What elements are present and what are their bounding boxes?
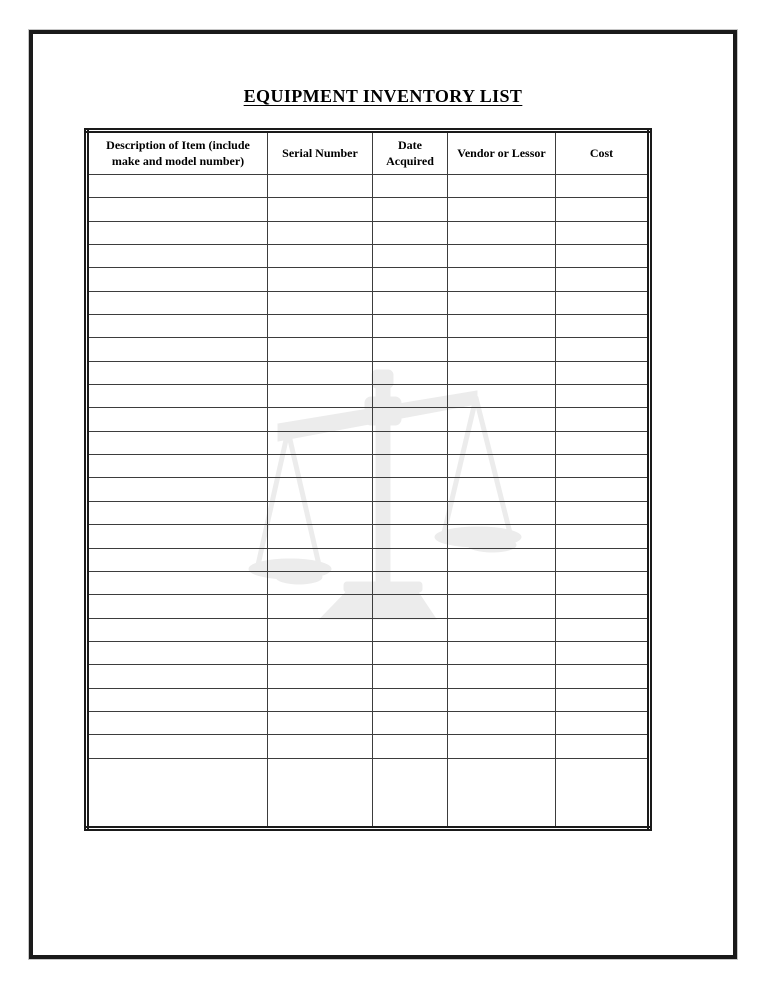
- table-cell: [448, 361, 556, 384]
- table-cell: [448, 595, 556, 618]
- column-header-cost: Cost: [556, 131, 650, 175]
- table-row: [87, 408, 650, 431]
- table-cell: [448, 221, 556, 244]
- table-cell: [556, 431, 650, 454]
- table-cell: [87, 501, 268, 524]
- table-cell: [448, 641, 556, 664]
- column-header-vendor-or-lessor: Vendor or Lessor: [448, 131, 556, 175]
- table-cell: [448, 431, 556, 454]
- table-cell: [556, 688, 650, 711]
- table-cell: [556, 525, 650, 548]
- table-cell: [268, 711, 373, 734]
- table-cell: [448, 618, 556, 641]
- table-cell: [373, 385, 448, 408]
- table-cell: [448, 268, 556, 291]
- table-cell: [556, 571, 650, 594]
- table-cell: [268, 455, 373, 478]
- table-cell: [373, 665, 448, 688]
- table-cell: [448, 665, 556, 688]
- table-cell: [268, 688, 373, 711]
- table-cell: [373, 595, 448, 618]
- table-cell: [87, 268, 268, 291]
- table-cell: [556, 245, 650, 268]
- table-cell: [556, 735, 650, 758]
- table-cell: [373, 221, 448, 244]
- table-cell: [373, 361, 448, 384]
- table-row: [87, 478, 650, 501]
- table-cell: [268, 198, 373, 221]
- table-cell: [556, 665, 650, 688]
- table-cell: [268, 548, 373, 571]
- table-cell: [373, 338, 448, 361]
- table-cell: [373, 525, 448, 548]
- table-cell: [87, 338, 268, 361]
- table-cell: [268, 245, 373, 268]
- table-cell: [87, 595, 268, 618]
- table-cell: [448, 455, 556, 478]
- table-cell: [556, 338, 650, 361]
- table-row: [87, 641, 650, 664]
- table-cell: [87, 665, 268, 688]
- table-cell: [87, 478, 268, 501]
- table-cell: [556, 291, 650, 314]
- table-cell: [268, 385, 373, 408]
- table-cell: [87, 175, 268, 198]
- table-row: [87, 315, 650, 338]
- table-cell: [373, 548, 448, 571]
- table-cell: [373, 478, 448, 501]
- table-cell: [448, 758, 556, 828]
- column-header-description: Description of Item (include make and model number): [87, 131, 268, 175]
- table-row: [87, 618, 650, 641]
- table-cell: [87, 291, 268, 314]
- table-cell: [268, 525, 373, 548]
- table-cell: [448, 245, 556, 268]
- table-cell: [268, 291, 373, 314]
- table-cell: [556, 711, 650, 734]
- table-cell: [448, 688, 556, 711]
- table-cell: [373, 688, 448, 711]
- table-cell: [87, 618, 268, 641]
- inventory-table: [84, 128, 652, 831]
- table-cell: [448, 315, 556, 338]
- table-cell: [556, 595, 650, 618]
- table-row: [87, 268, 650, 291]
- table-cell: [87, 758, 268, 828]
- table-row: [87, 245, 650, 268]
- inventory-table-body: [87, 175, 650, 829]
- table-cell: [556, 455, 650, 478]
- table-cell: [448, 291, 556, 314]
- table-cell: [448, 711, 556, 734]
- table-cell: [268, 501, 373, 524]
- table-cell: [87, 245, 268, 268]
- table-cell: [556, 758, 650, 828]
- table-cell: [87, 221, 268, 244]
- table-cell: [268, 221, 373, 244]
- table-row: [87, 595, 650, 618]
- table-cell: [87, 431, 268, 454]
- table-cell: [448, 478, 556, 501]
- table-cell: [448, 525, 556, 548]
- table-row: [87, 665, 650, 688]
- table-cell: [556, 315, 650, 338]
- table-cell: [268, 618, 373, 641]
- table-cell: [87, 385, 268, 408]
- table-row: [87, 735, 650, 758]
- table-row: [87, 758, 650, 828]
- table-cell: [556, 221, 650, 244]
- table-cell: [87, 455, 268, 478]
- table-cell: [556, 618, 650, 641]
- table-cell: [268, 315, 373, 338]
- table-cell: [373, 711, 448, 734]
- table-cell: [373, 501, 448, 524]
- table-cell: [556, 641, 650, 664]
- table-cell: [87, 548, 268, 571]
- column-header-serial-number: Serial Number: [268, 131, 373, 175]
- table-row: [87, 711, 650, 734]
- table-row: [87, 221, 650, 244]
- table-row: [87, 548, 650, 571]
- table-cell: [373, 408, 448, 431]
- table-cell: [268, 175, 373, 198]
- table-cell: [373, 735, 448, 758]
- table-cell: [268, 338, 373, 361]
- table-cell: [87, 525, 268, 548]
- table-cell: [268, 571, 373, 594]
- table-cell: [268, 735, 373, 758]
- table-row: [87, 431, 650, 454]
- table-cell: [373, 431, 448, 454]
- table-cell: [268, 268, 373, 291]
- table-cell: [87, 641, 268, 664]
- column-header-date-acquired: Date Acquired: [373, 131, 448, 175]
- table-cell: [448, 735, 556, 758]
- table-cell: [87, 735, 268, 758]
- table-cell: [373, 245, 448, 268]
- table-cell: [373, 618, 448, 641]
- table-cell: [556, 175, 650, 198]
- table-row: [87, 385, 650, 408]
- table-cell: [373, 268, 448, 291]
- table-cell: [448, 385, 556, 408]
- table-row: [87, 501, 650, 524]
- table-cell: [448, 501, 556, 524]
- table-cell: [87, 361, 268, 384]
- table-cell: [268, 758, 373, 828]
- page-border-frame: [29, 30, 737, 959]
- table-cell: [87, 711, 268, 734]
- table-cell: [556, 198, 650, 221]
- table-cell: [268, 478, 373, 501]
- table-row: [87, 291, 650, 314]
- table-cell: [87, 688, 268, 711]
- table-cell: [373, 315, 448, 338]
- table-cell: [268, 408, 373, 431]
- table-cell: [556, 385, 650, 408]
- table-cell: [87, 408, 268, 431]
- table-header-row: [87, 131, 650, 175]
- table-row: [87, 338, 650, 361]
- table-cell: [373, 291, 448, 314]
- table-row: [87, 571, 650, 594]
- table-cell: [268, 641, 373, 664]
- table-cell: [448, 198, 556, 221]
- table-row: [87, 455, 650, 478]
- table-cell: [87, 198, 268, 221]
- table-cell: [268, 595, 373, 618]
- table-cell: [373, 198, 448, 221]
- table-row: [87, 688, 650, 711]
- table-cell: [268, 361, 373, 384]
- table-cell: [556, 408, 650, 431]
- table-cell: [556, 548, 650, 571]
- table-cell: [373, 175, 448, 198]
- table-row: [87, 175, 650, 198]
- table-cell: [448, 338, 556, 361]
- table-row: [87, 361, 650, 384]
- table-row: [87, 198, 650, 221]
- table-cell: [556, 361, 650, 384]
- table-cell: [268, 431, 373, 454]
- table-row: [87, 525, 650, 548]
- table-cell: [556, 501, 650, 524]
- page-title: EQUIPMENT INVENTORY LIST: [243, 86, 523, 106]
- table-cell: [373, 641, 448, 664]
- table-cell: [556, 478, 650, 501]
- table-cell: [268, 665, 373, 688]
- table-cell: [556, 268, 650, 291]
- table-cell: [87, 571, 268, 594]
- table-cell: [373, 758, 448, 828]
- table-cell: [448, 408, 556, 431]
- table-cell: [87, 315, 268, 338]
- table-cell: [448, 571, 556, 594]
- table-cell: [373, 571, 448, 594]
- table-cell: [448, 548, 556, 571]
- table-cell: [373, 455, 448, 478]
- table-cell: [448, 175, 556, 198]
